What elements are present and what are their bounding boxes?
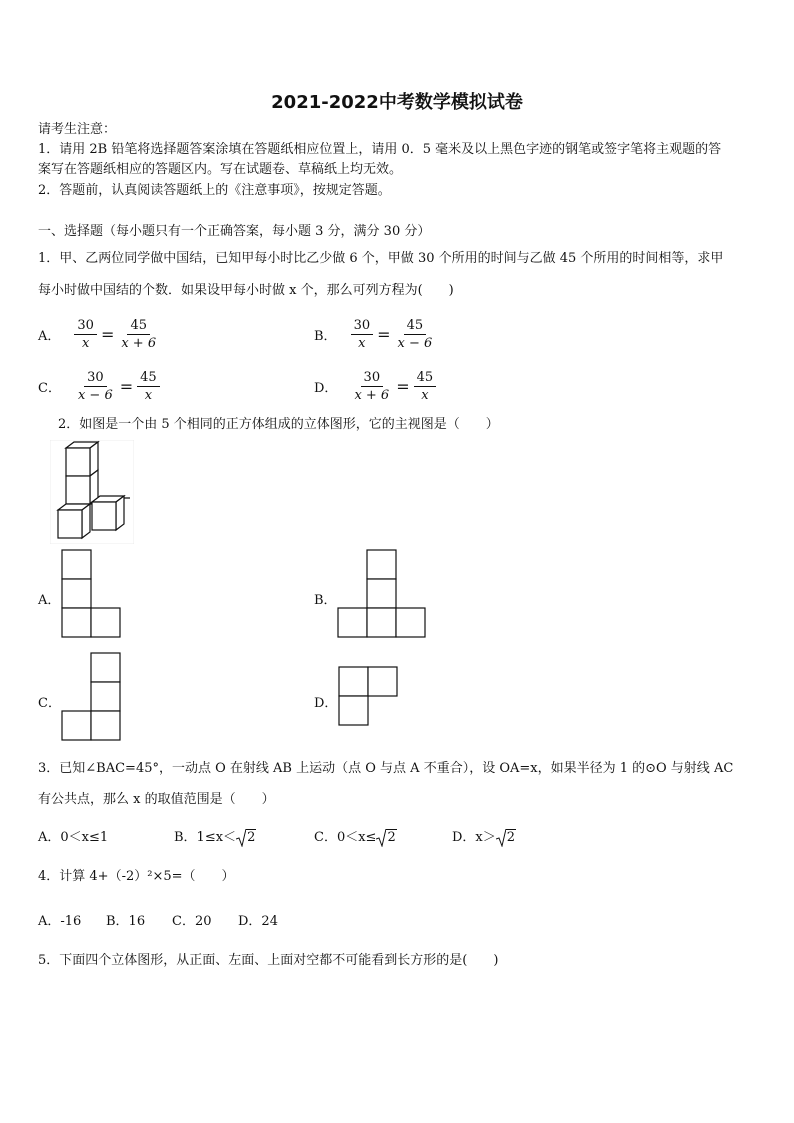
q2-option-d-label[interactable]: D． <box>314 696 338 711</box>
fraction-right: $\frac{45}{x}$ <box>414 370 437 403</box>
q3-option-a[interactable]: A．0＜x≤1 <box>38 830 109 845</box>
q2-option-c-label[interactable]: C． <box>38 696 61 711</box>
sqrt-symbol: 2 <box>496 830 516 845</box>
q2-stem: 2．如图是一个由 5 个相同的正方体组成的立体图形，它的主视图是（ ） <box>58 417 499 432</box>
q1-option-d[interactable] <box>314 370 438 403</box>
equals-sign: = <box>119 377 134 396</box>
sqrt-symbol: 2 <box>236 830 256 845</box>
page-title: 2021-2022中考数学模拟试卷 <box>271 92 523 113</box>
q1-option-a[interactable] <box>38 318 161 351</box>
equals-sign: = <box>377 325 391 344</box>
fraction-right: $\frac{45}{x + 6}$ <box>121 318 157 351</box>
fraction-left: $\frac{30}{x - 6}$ <box>77 370 113 403</box>
q3-line-2: 有公共点，那么 x 的取值范围是（ ） <box>38 792 275 807</box>
q4-option-d[interactable]: D．24 <box>238 914 278 929</box>
q4-option-c[interactable]: C．20 <box>172 914 212 929</box>
q2-option-d-figure[interactable] <box>336 664 402 730</box>
q3-line-1: 3．已知∠BAC=45°，一动点 O 在射线 AB 上运动（点 O 与点 A 不重合），设 OA=x，如果半径为 1 的⊙O 与射线 AC <box>38 761 734 776</box>
notice-line-1b: 案写在答题纸相应的答题区内。写在试题卷、草稿纸上均无效。 <box>38 162 403 177</box>
q3-option-b[interactable]: B．1≤x＜ 2 <box>174 830 256 845</box>
equals-sign: = <box>100 325 115 344</box>
q2-option-c-figure[interactable] <box>60 650 124 744</box>
q4-stem: 4．计算 4+（-2）²×5=（ ） <box>38 869 235 884</box>
q5-stem: 5．下面四个立体图形，从正面、左面、上面对空都不可能看到长方形的是( ) <box>38 953 499 968</box>
section-heading: 一、选择题（每小题只有一个正确答案，每小题 3 分，满分 30 分） <box>38 224 431 239</box>
fraction-right: $\frac{45}{x}$ <box>137 370 160 403</box>
q1-option-b[interactable] <box>314 318 437 351</box>
fraction-left: $\frac{30}{x}$ <box>74 318 97 351</box>
q1-line-2: 每小时做中国结的个数．如果设甲每小时做 x 个，那么可列方程为( ) <box>38 283 454 298</box>
equals-sign: = <box>396 377 410 396</box>
q2-option-a-figure[interactable] <box>60 547 124 641</box>
fraction-left: $\frac{30}{x}$ <box>351 318 374 351</box>
q2-option-a-label[interactable]: A． <box>38 593 61 608</box>
q3-option-d[interactable]: D．x＞ 2 <box>452 830 516 845</box>
notice-line-1a: 1．请用 2B 铅笔将选择题答案涂填在答题纸相应位置上，请用 0．5 毫米及以上黑色字迹的钢笔或签字笔将主观题的答 <box>38 142 722 157</box>
fraction-left: $\frac{30}{x + 6}$ <box>354 370 390 403</box>
option-label: D． <box>314 381 338 396</box>
q4-option-b[interactable]: B．16 <box>106 914 146 929</box>
q1-option-c[interactable] <box>38 370 162 403</box>
notice-line-2: 2．答题前，认真阅读答题纸上的《注意事项》，按规定答题。 <box>38 183 391 198</box>
option-label: B． <box>314 329 337 344</box>
cube-stack-figure <box>50 440 134 544</box>
notice-heading: 请考生注意： <box>38 122 117 137</box>
q3-option-c[interactable]: C．0＜x≤ 2 <box>314 830 396 845</box>
option-label: C． <box>38 381 61 396</box>
q4-option-a[interactable]: A．-16 <box>38 914 82 929</box>
fraction-right: $\frac{45}{x - 6}$ <box>397 318 433 351</box>
q2-option-b-figure[interactable] <box>336 547 430 641</box>
q1-line-1: 1．甲、乙两位同学做中国结，已知甲每小时比乙少做 6 个，甲做 30 个所用的时间与乙做 45 个所用的时间相等，求甲 <box>38 251 724 266</box>
sqrt-symbol: 2 <box>376 830 396 845</box>
q2-option-b-label[interactable]: B． <box>314 593 337 608</box>
option-label: A． <box>38 329 61 344</box>
